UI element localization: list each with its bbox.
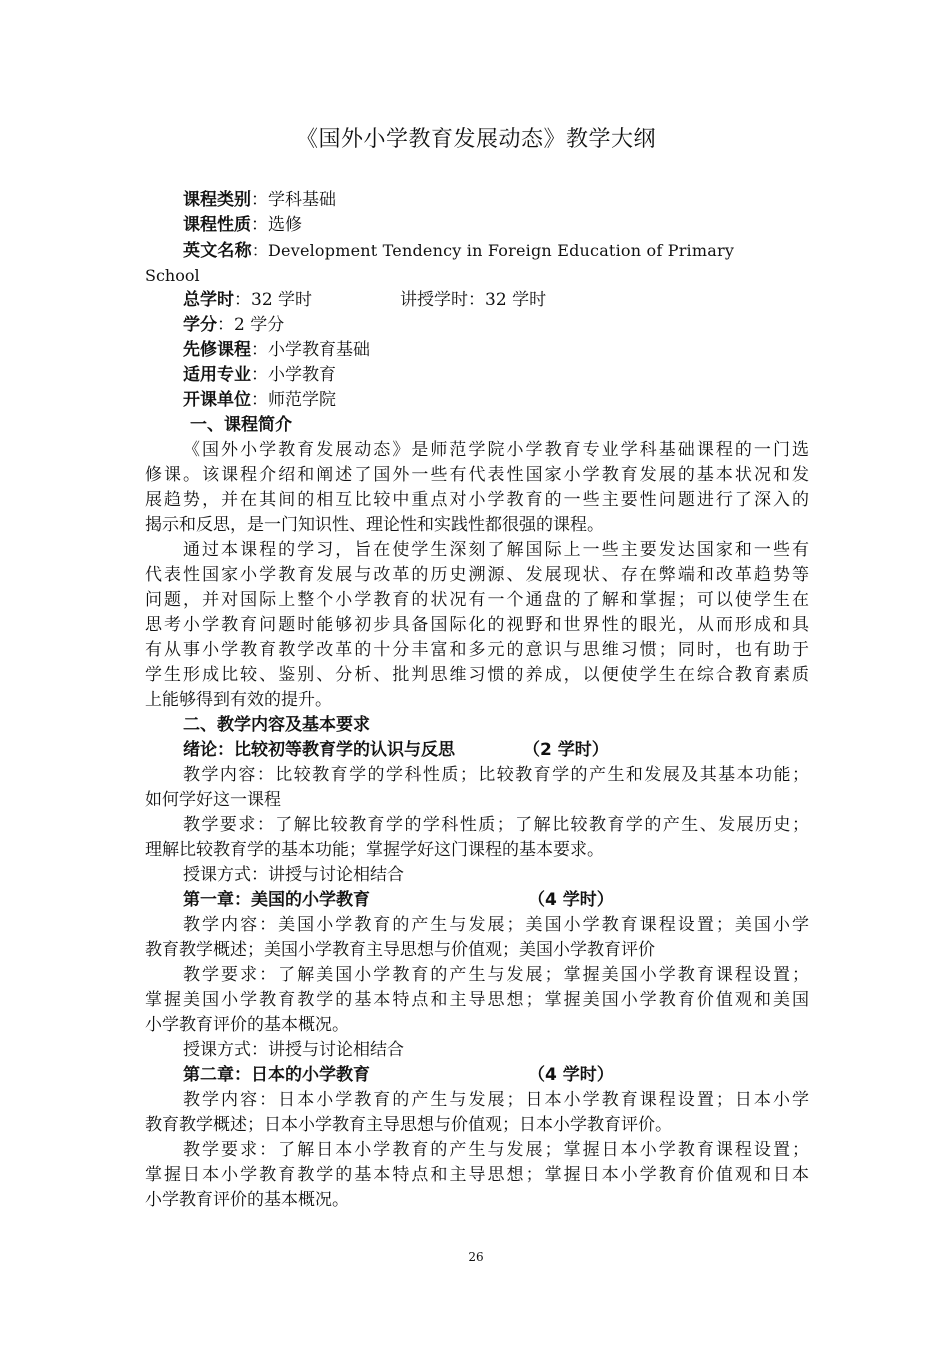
info-lecture-hours: 讲授学时：32 学时 xyxy=(400,290,547,310)
section-heading-intro: 一、课程简介 xyxy=(190,415,292,435)
paragraph-line: 教学要求：了解美国小学教育的产生与发展；掌握美国小学教育课程设置； xyxy=(183,965,809,985)
paragraph-line: 上能够得到有效的提升。 xyxy=(145,690,332,710)
info-label: 英文名称 xyxy=(183,241,252,261)
chapter-heading-1: 第一章：美国的小学教育 （4 学时） xyxy=(183,890,614,910)
chapter-hours: （4 学时） xyxy=(528,890,614,910)
info-major: 适用专业：小学教育 xyxy=(183,365,336,385)
info-hours: 总学时：32 学时 讲授学时：32 学时 xyxy=(183,290,547,310)
chapter-hours: （4 学时） xyxy=(528,1065,614,1085)
document-title: 《国外小学教育发展动态》教学大纲 xyxy=(295,127,656,152)
teaching-method: 授课方式：讲授与讨论相结合 xyxy=(183,1040,404,1060)
chapter-heading-2: 第二章：日本的小学教育 （4 学时） xyxy=(183,1065,614,1085)
info-prereq: 先修课程：小学教育基础 xyxy=(183,340,370,360)
info-label: 总学时 xyxy=(183,290,234,310)
paragraph-line: 学生形成比较、鉴别、分析、批判思维习惯的养成，以便使学生在综合教育素质 xyxy=(145,665,809,685)
info-credit: 学分：2 学分 xyxy=(183,315,285,335)
info-english-name-cont: School xyxy=(145,266,200,285)
paragraph-line: 教育教学概述；日本小学教育主导思想与价值观；日本小学教育评价。 xyxy=(145,1115,672,1135)
info-unit: 开课单位：师范学院 xyxy=(183,390,336,410)
chapter-hours: （2 学时） xyxy=(523,740,609,760)
info-label: 课程类别 xyxy=(183,190,251,210)
info-label: 开课单位 xyxy=(183,390,251,410)
paragraph-line: 教学内容：美国小学教育的产生与发展；美国小学教育课程设置；美国小学 xyxy=(183,915,809,935)
info-english-name: 英文名称：Development Tendency in Foreign Education of Primary xyxy=(183,241,735,261)
info-label: 学分 xyxy=(183,315,217,335)
info-category: 课程类别：学科基础 xyxy=(183,190,336,210)
paragraph-line: 理解比较教育学的基本功能；掌握学好这门课程的基本要求。 xyxy=(145,840,604,860)
document-body xyxy=(145,188,809,1213)
paragraph-line: 思考小学教育问题时能够初步具备国际化的视野和世界性的眼光，从而形成和具 xyxy=(145,615,809,635)
paragraph-line: 教育教学概述；美国小学教育主导思想与价值观；美国小学教育评价 xyxy=(145,940,655,960)
paragraph-line: 修课。该课程介绍和阐述了国外一些有代表性国家小学教育发展的基本状况和发 xyxy=(145,465,809,485)
paragraph-line: 展趋势，并在其间的相互比较中重点对小学教育的一些主要性问题进行了深入的 xyxy=(145,490,809,510)
paragraph-line: 《国外小学教育发展动态》是师范学院小学教育专业学科基础课程的一门选 xyxy=(183,440,809,460)
info-label: 适用专业 xyxy=(183,365,251,385)
teaching-method: 授课方式：讲授与讨论相结合 xyxy=(183,865,404,885)
chapter-heading-intro: 绪论：比较初等教育学的认识与反思 （2 学时） xyxy=(183,740,609,760)
paragraph-line: 有从事小学教育教学改革的十分丰富和多元的意识与思维习惯；同时，也有助于 xyxy=(145,640,809,660)
paragraph-line: 掌握美国小学教育教学的基本特点和主导思想；掌握美国小学教育价值观和美国 xyxy=(145,990,809,1010)
paragraph-line: 代表性国家小学教育发展与改革的历史溯源、发展现状、存在弊端和改革趋势等 xyxy=(145,565,809,585)
paragraph-line: 揭示和反思，是一门知识性、理论性和实践性都很强的课程。 xyxy=(145,515,604,535)
section-heading-content: 二、教学内容及基本要求 xyxy=(183,715,370,735)
paragraph-line: 教学内容：比较教育学的学科性质；比较教育学的产生和发展及其基本功能； xyxy=(183,765,809,785)
info-nature: 课程性质：选修 xyxy=(183,215,302,235)
paragraph-line: 问题，并对国际上整个小学教育的状况有一个通盘的了解和掌握；可以使学生在 xyxy=(145,590,809,610)
paragraph-line: 小学教育评价的基本概况。 xyxy=(145,1015,349,1035)
paragraph-line: 通过本课程的学习，旨在使学生深刻了解国际上一些主要发达国家和一些有 xyxy=(183,540,809,560)
page-number: 26 xyxy=(468,1250,484,1264)
paragraph-line: 如何学好这一课程 xyxy=(145,790,281,810)
paragraph-line: 教学要求：了解日本小学教育的产生与发展；掌握日本小学教育课程设置； xyxy=(183,1140,809,1160)
paragraph-line: 掌握日本小学教育教学的基本特点和主导思想；掌握日本小学教育价值观和日本 xyxy=(145,1165,809,1185)
paragraph-line: 教学内容：日本小学教育的产生与发展；日本小学教育课程设置；日本小学 xyxy=(183,1090,809,1110)
info-label: 先修课程 xyxy=(183,340,251,360)
paragraph-line: 小学教育评价的基本概况。 xyxy=(145,1190,349,1210)
paragraph-line: 教学要求：了解比较教育学的学科性质；了解比较教育学的产生、发展历史； xyxy=(183,815,809,835)
info-label: 课程性质 xyxy=(183,215,251,235)
